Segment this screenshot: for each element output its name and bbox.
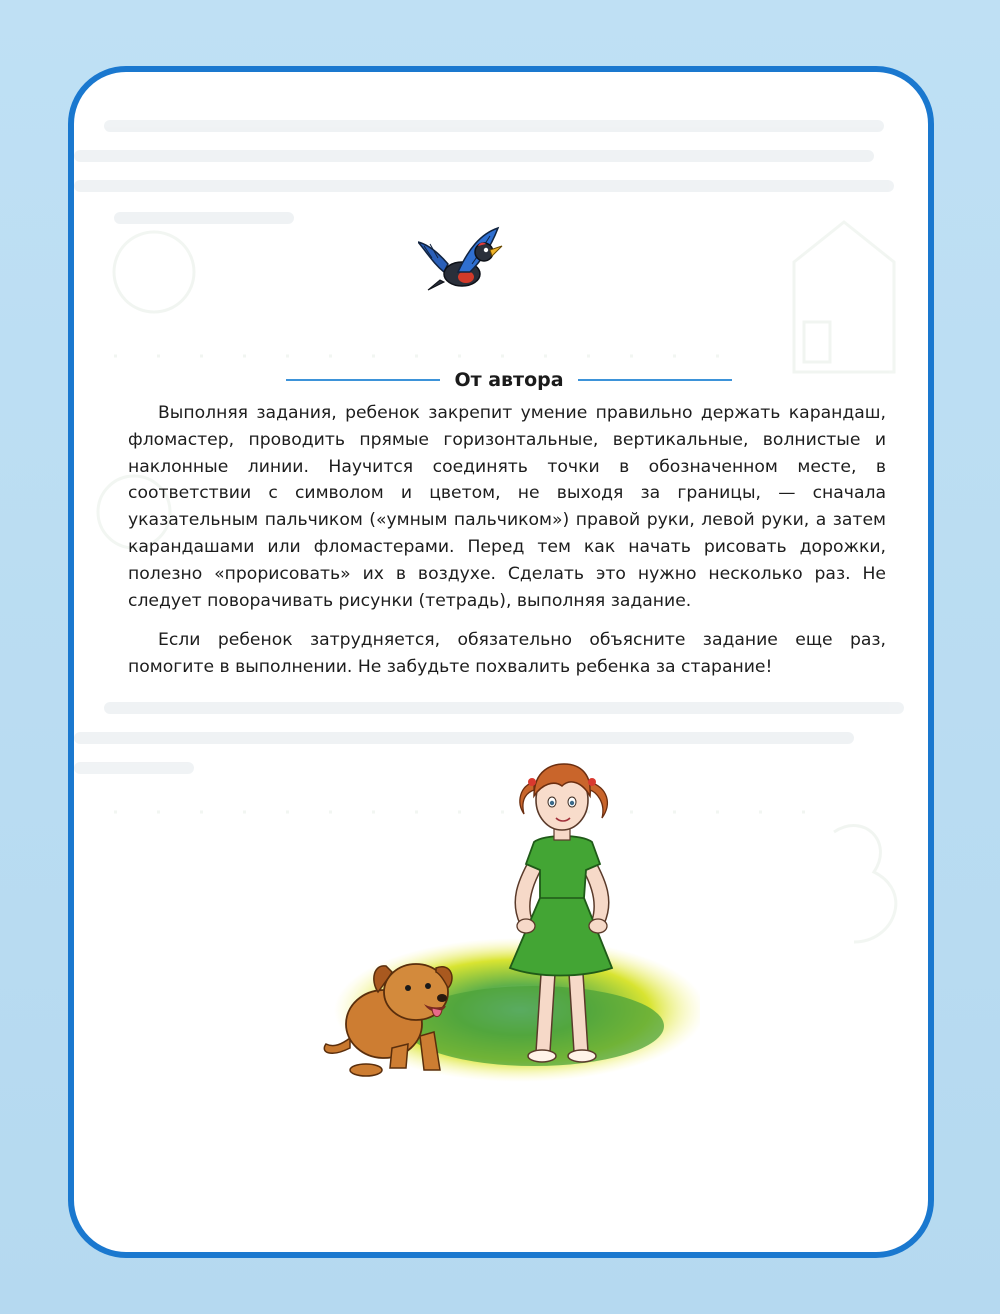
bird-illustration xyxy=(418,224,514,296)
heading-rule-right xyxy=(578,379,732,381)
girl-and-dog-illustration xyxy=(320,752,700,1092)
content-frame xyxy=(68,66,934,1258)
paragraph: Если ребенок затрудняется, обязательно объясните задание еще раз, помогите в выполнении. Не забудьте похвалить ребенка за старание! xyxy=(128,630,886,678)
heading-rule-left xyxy=(286,379,440,381)
section-heading-row xyxy=(286,366,732,394)
body-text xyxy=(128,400,886,694)
section-title: От автора xyxy=(454,369,564,391)
paragraph: Выполняя задания, ребенок закрепит умение правильно держать карандаш, фломастер, проводить прямые горизонтальные, вертикальные, волнистые и наклонные линии. Научится соединять точки в обозначенном месте, в соответствии с символом и цветом, не выходя за границы, — сначала указательным пальчиком («умным пальчиком») правой руки, левой руки, а затем карандашами или фломастерами. Перед тем как начать рисовать дорожки, полезно «прорисовать» их в воздухе. Сделать это нужно несколько раз. Не следует поворачивать рисунки (тетрадь), выполняя задание. xyxy=(128,403,886,611)
